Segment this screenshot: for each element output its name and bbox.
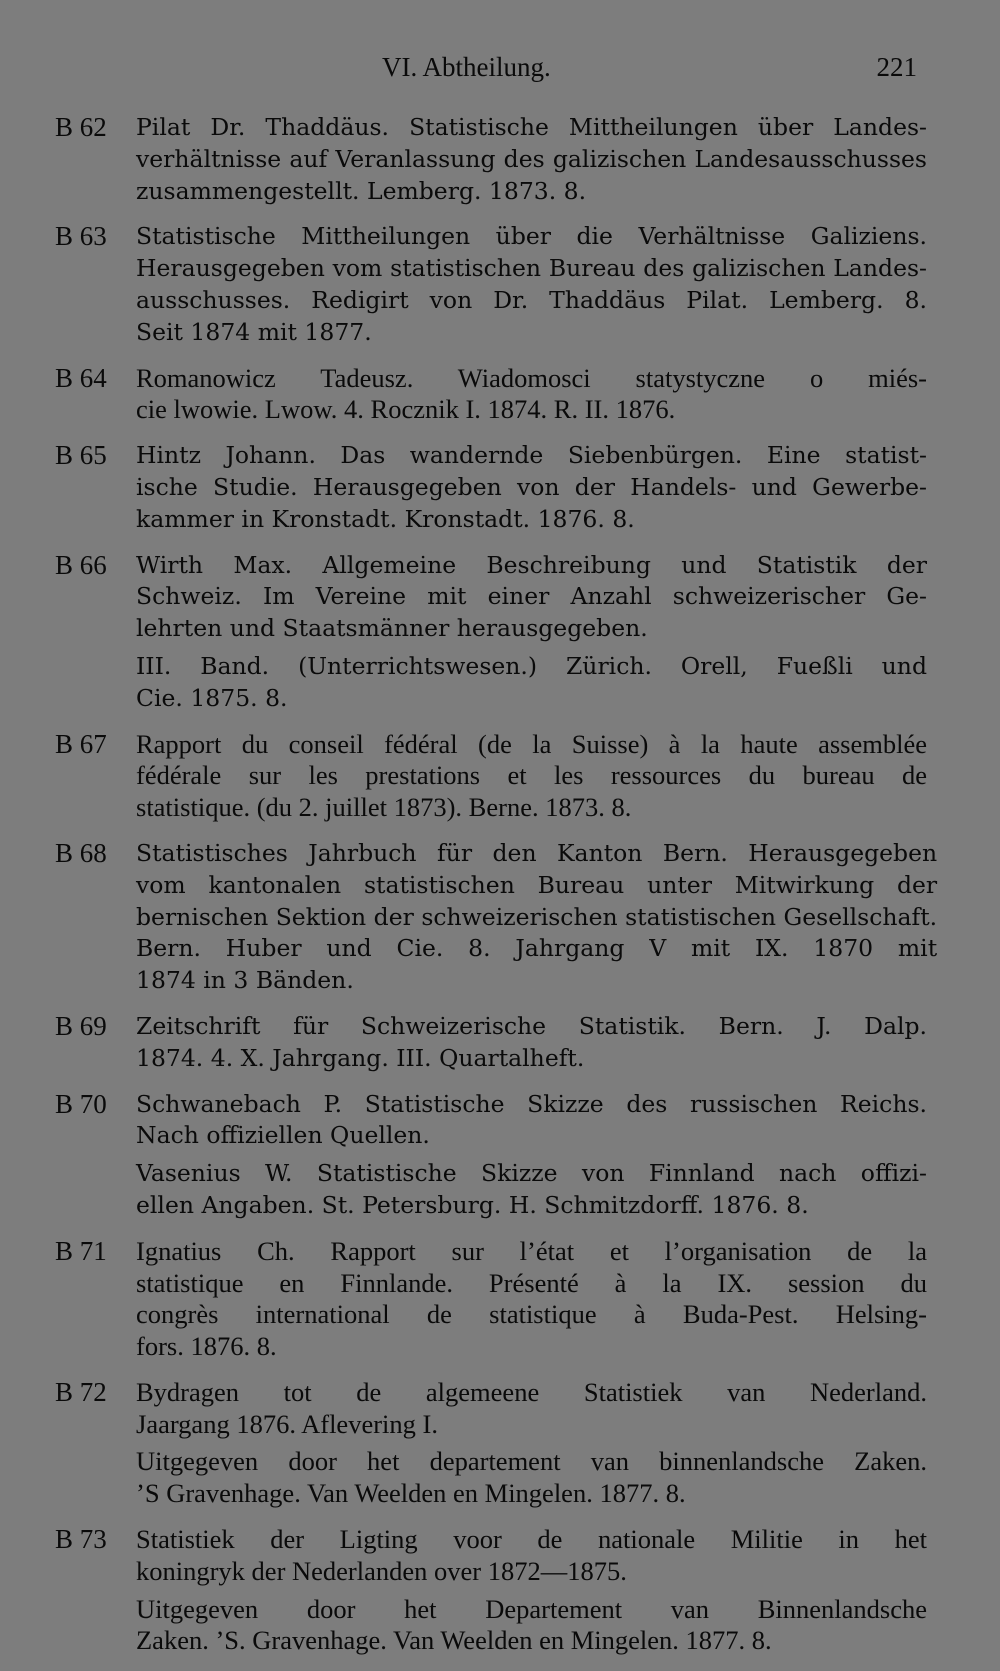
bibliography-entry <box>55 1236 927 1369</box>
entry-text-line: Uitgegeven door het Departement van Binnenlandsche <box>136 1593 927 1624</box>
entry-text-line: Schwanebach P. Statistische Skizze des russischen Reichs. <box>136 1089 927 1118</box>
entry-text-line: Bydragen tot de algemeene Statistiek van Nederland. <box>136 1376 927 1407</box>
entry-text-line: fédérale sur les prestations et les ressources du bureau de <box>136 760 927 791</box>
entry-text-line: ische Studie. Herausgegeben von der Handels- und Gewerbe- <box>136 472 927 501</box>
entry-paragraph <box>136 363 927 427</box>
entry-body <box>136 1377 927 1516</box>
entry-text-line: Bern. Huber und Cie. 8. Jahrgang V mit IX. 1870 mit <box>136 934 938 963</box>
entry-paragraph <box>136 1089 927 1153</box>
entry-text-line: kammer in Kronstadt. Kronstadt. 1876. 8. <box>136 504 635 533</box>
entry-paragraph <box>136 1524 927 1588</box>
page-header <box>0 52 1000 92</box>
bibliography-list <box>55 112 938 1671</box>
entry-text-line: Schweiz. Im Vereine mit einer Anzahl schweizerischer Ge- <box>136 582 927 611</box>
entry-paragraph <box>136 112 927 207</box>
entry-body <box>136 440 927 541</box>
entry-text-line: fors. 1876. 8. <box>136 1331 277 1362</box>
entry-number: B 70 <box>55 1088 107 1119</box>
entry-text-line: Zaken. ’S. Gravenhage. Van Weelden en Mingelen. 1877. 8. <box>136 1625 772 1656</box>
entry-number: B 69 <box>55 1010 107 1041</box>
entry-paragraph <box>136 1377 927 1441</box>
entry-text-line: bernischen Sektion der schweizerischen statistischen Gesellschaft. <box>136 902 938 931</box>
entry-number: B 62 <box>55 112 107 142</box>
entry-text-line: Wirth Max. Allgemeine Beschreibung und Statistik der <box>136 550 927 579</box>
bibliography-entry <box>55 729 927 830</box>
entry-paragraph <box>136 440 927 535</box>
bibliography-entry <box>55 1377 927 1516</box>
entry-text-line: ausschusses. Redigirt von Dr. Thaddäus Pilat. Lemberg. 8. <box>136 285 927 314</box>
entry-paragraph <box>136 1158 927 1222</box>
entry-number: B 72 <box>55 1376 107 1407</box>
bibliography-entry <box>55 440 927 541</box>
entry-text-line: vom kantonalen statistischen Bureau unter Mitwirkung der <box>136 870 938 899</box>
entry-text-line: Herausgegeben vom statistischen Bureau des galizischen Landes- <box>136 254 927 283</box>
bibliography-entry <box>55 1524 927 1663</box>
entry-text-line: statistique en Finnlande. Présenté à la IX. session du <box>136 1267 927 1298</box>
entry-paragraph <box>136 838 937 997</box>
entry-body <box>136 729 927 830</box>
entry-text-line: 1874 in 3 Bänden. <box>136 966 354 995</box>
entry-text-line: Jaargang 1876. Aflevering I. <box>136 1408 438 1439</box>
entry-text-line: 1874. 4. X. Jahrgang. III. Quartalheft. <box>136 1043 585 1072</box>
entry-paragraph <box>136 1236 927 1363</box>
entry-text-line: Statistisches Jahrbuch für den Kanton Bern. Herausgegeben <box>136 838 938 867</box>
bibliography-entry <box>55 363 927 433</box>
entry-number: B 65 <box>55 440 107 471</box>
entry-number: B 64 <box>55 362 107 393</box>
entry-text-line: Romanowicz Tadeusz. Wiadomosci statystyczne o miés- <box>136 362 927 393</box>
entry-paragraph <box>136 550 927 645</box>
entry-number: B 73 <box>55 1524 107 1555</box>
entry-text-line: lehrten und Staatsmänner herausgegeben. <box>136 614 648 643</box>
section-heading: VI. Abtheilung. <box>382 52 551 82</box>
entry-text-line: zusammengestellt. Lemberg. 1873. 8. <box>136 176 587 205</box>
entry-paragraph <box>136 651 927 715</box>
entry-body <box>136 1011 927 1081</box>
entry-text-line: Ignatius Ch. Rapport sur l’état et l’organisation de la <box>136 1235 927 1266</box>
entry-number: B 71 <box>55 1235 107 1266</box>
entry-body <box>136 550 927 721</box>
entry-text-line: Uitgegeven door het departement van binnenlandsche Zaken. <box>136 1446 927 1477</box>
entry-paragraph <box>136 221 927 348</box>
entry-text-line: Pilat Dr. Thaddäus. Statistische Mittheilungen über Landes- <box>136 113 927 141</box>
bibliography-entry <box>55 837 938 1003</box>
page-number: 221 <box>876 52 917 82</box>
entry-text-line: Seit 1874 mit 1877. <box>136 317 372 346</box>
entry-paragraph <box>136 729 927 824</box>
entry-text-line: cie lwowie. Lwow. 4. Rocznik I. 1874. R. II. 1876. <box>136 394 676 425</box>
entry-text-line: congrès international de statistique à Buda-Pest. Helsing- <box>136 1299 927 1330</box>
bibliography-entry <box>55 550 927 721</box>
entry-text-line: Nach offiziellen Quellen. <box>136 1121 430 1150</box>
entry-number: B 68 <box>55 837 107 868</box>
bibliography-entry <box>55 221 927 354</box>
entry-text-line: Hintz Johann. Das wandernde Siebenbürgen. Eine statist- <box>136 441 927 470</box>
entry-paragraph <box>136 1594 927 1658</box>
entry-body <box>136 112 927 213</box>
entry-text-line: statistique. (du 2. juillet 1873). Berne. 1873. 8. <box>136 792 632 823</box>
entry-body <box>136 838 937 1003</box>
entry-body <box>136 1089 927 1228</box>
entry-number: B 63 <box>55 221 107 252</box>
entry-text-line: Rapport du conseil fédéral (de la Suisse) à la haute assemblée <box>136 728 927 759</box>
entry-text-line: ellen Angaben. St. Petersburg. H. Schmitzdorff. 1876. 8. <box>136 1190 809 1219</box>
entry-text-line: III. Band. (Unterrichtswesen.) Zürich. Orell, Fueßli und <box>136 651 927 680</box>
entry-text-line: koningryk der Nederlanden over 1872—1875. <box>136 1555 627 1586</box>
entry-paragraph <box>136 1011 927 1075</box>
entry-body <box>136 221 927 354</box>
entry-body <box>136 363 927 433</box>
entry-text-line: Statistiek der Ligting voor de nationale Militie in het <box>136 1524 927 1555</box>
entry-text-line: Vasenius W. Statistische Skizze von Finnland nach offizi- <box>136 1159 927 1188</box>
bibliography-entry <box>55 1089 927 1228</box>
entry-number: B 67 <box>55 728 107 759</box>
entry-text-line: verhältnisse auf Veranlassung des galizischen Landesausschusses <box>136 144 927 173</box>
entry-number: B 66 <box>55 549 107 580</box>
entry-text-line: Cie. 1875. 8. <box>136 683 288 712</box>
entry-text-line: ’S Gravenhage. Van Weelden en Mingelen. 1877. 8. <box>136 1478 686 1509</box>
entry-text-line: Statistische Mittheilungen über die Verhältnisse Galiziens. <box>136 222 927 251</box>
entry-body <box>136 1236 927 1369</box>
bibliography-entry <box>55 112 927 213</box>
bibliography-entry <box>55 1011 927 1081</box>
entry-text-line: Zeitschrift für Schweizerische Statistik. Bern. J. Dalp. <box>136 1011 927 1040</box>
entry-body <box>136 1524 927 1663</box>
entry-paragraph <box>136 1446 927 1510</box>
